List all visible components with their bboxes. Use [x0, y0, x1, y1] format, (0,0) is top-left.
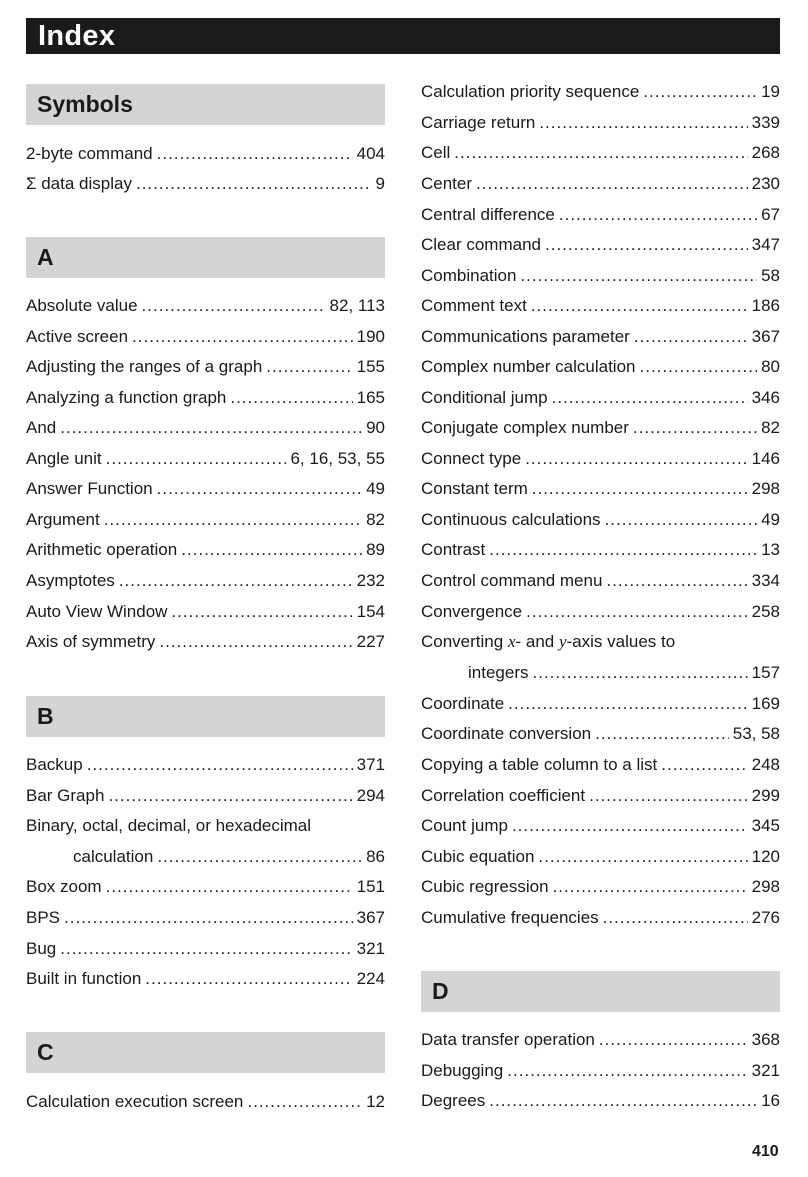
entry-page: 190 [356, 327, 385, 346]
entry-term: Answer Function [26, 479, 153, 498]
entry-term: Σ data display [26, 174, 132, 193]
entry-page: 321 [356, 939, 385, 958]
entry-term: Cell [421, 143, 451, 162]
entry-page: 89 [366, 540, 385, 559]
leader-dots [157, 846, 362, 868]
entry-term: BPS [26, 908, 61, 927]
entry-page: 276 [751, 908, 780, 927]
entry-term [421, 631, 675, 653]
index-entry [26, 417, 385, 439]
index-entry [421, 142, 780, 164]
leader-dots [634, 326, 748, 348]
index-entry [421, 204, 780, 226]
entry-term: Arithmetic operation [26, 540, 178, 559]
entry-page: 16 [761, 1091, 780, 1110]
leader-dots [643, 81, 757, 103]
entry-term: And [26, 418, 57, 437]
index-entry [421, 570, 780, 592]
index-entry [421, 478, 780, 500]
leader-dots [157, 143, 353, 165]
entry-term: Comment text [421, 296, 527, 315]
entry-page: 90 [366, 418, 385, 437]
index-entry [421, 509, 780, 531]
index-entry [421, 539, 780, 561]
index-entry [421, 387, 780, 409]
index-entry [421, 265, 780, 287]
index-entry [421, 662, 780, 684]
entry-term: Coordinate conversion [421, 724, 592, 743]
entry-term: Carriage return [421, 113, 536, 132]
page-number: 410 [752, 1143, 779, 1160]
entry-term: Clear command [421, 235, 541, 254]
index-entry [26, 846, 385, 868]
entry-page: 347 [751, 235, 780, 254]
entry-page: 367 [356, 908, 385, 927]
entry-page: 294 [356, 786, 385, 805]
leader-dots [142, 295, 326, 317]
leader-dots [136, 173, 372, 195]
index-entry [26, 876, 385, 898]
entry-term: Bug [26, 939, 57, 958]
leader-dots [606, 570, 747, 592]
index-entry [26, 356, 385, 378]
index-entry [421, 326, 780, 348]
index-entry [421, 723, 780, 745]
entry-page: 19 [761, 82, 780, 101]
entry-term: Analyzing a function graph [26, 388, 227, 407]
leader-dots [661, 754, 747, 776]
entry-term: Box zoom [26, 877, 102, 896]
section-header-b [26, 696, 385, 737]
leader-dots [119, 570, 353, 592]
entry-term: Center [421, 174, 473, 193]
leader-dots [539, 112, 747, 134]
entry-term-italic: x [507, 632, 516, 651]
entry-term-part: -axis values to [566, 632, 676, 651]
leader-dots [247, 1091, 362, 1113]
entry-term: Data transfer operation [421, 1030, 595, 1049]
leader-dots [108, 785, 352, 807]
index-entry [26, 295, 385, 317]
leader-dots [106, 448, 287, 470]
entry-term: Conditional jump [421, 388, 548, 407]
leader-dots [171, 601, 352, 623]
leader-dots [87, 754, 353, 776]
leader-dots [508, 693, 747, 715]
entry-term: integers [468, 663, 529, 682]
leader-dots [605, 509, 758, 531]
entry-page: 299 [751, 786, 780, 805]
leader-dots [531, 295, 748, 317]
section-heading: Symbols [37, 91, 133, 117]
entry-page: 298 [751, 479, 780, 498]
index-entry [421, 907, 780, 929]
index-entry [421, 1060, 780, 1082]
index-entry [421, 295, 780, 317]
index-entry [421, 785, 780, 807]
entry-term: Communications parameter [421, 327, 630, 346]
index-entry [26, 968, 385, 990]
entry-page: 371 [356, 755, 385, 774]
entry-term: Angle unit [26, 449, 102, 468]
entry-page: 6, 16, 53, 55 [290, 449, 385, 468]
index-entry [421, 1029, 780, 1051]
leader-dots [520, 265, 757, 287]
entry-page: 186 [751, 296, 780, 315]
leader-dots [106, 876, 353, 898]
entry-term: Copying a table column to a list [421, 755, 658, 774]
entry-page: 165 [356, 388, 385, 407]
index-entry [26, 448, 385, 470]
section-header-a [26, 237, 385, 278]
leader-dots [104, 509, 362, 531]
entry-page: 154 [356, 602, 385, 621]
index-entry [421, 876, 780, 898]
entry-page: 345 [751, 816, 780, 835]
entry-page: 368 [751, 1030, 780, 1049]
entry-page: 9 [375, 174, 385, 193]
leader-dots [157, 478, 362, 500]
leader-dots [532, 662, 747, 684]
entry-page: 248 [751, 755, 780, 774]
index-title-bar [26, 18, 780, 54]
entry-page: 49 [761, 510, 780, 529]
entry-page: 13 [761, 540, 780, 559]
index-entry [26, 631, 385, 653]
entry-term: Count jump [421, 816, 508, 835]
entry-term: Complex number calculation [421, 357, 636, 376]
index-entry [421, 846, 780, 868]
entry-term: Contrast [421, 540, 486, 559]
leader-dots [454, 142, 747, 164]
entry-term: Central difference [421, 205, 555, 224]
leader-dots [532, 478, 748, 500]
entry-term: calculation [73, 847, 154, 866]
leader-dots [545, 234, 748, 256]
entry-term: Control command menu [421, 571, 603, 590]
entry-term: Connect type [421, 449, 522, 468]
entry-term: Coordinate [421, 694, 505, 713]
entry-term: Built in function [26, 969, 142, 988]
entry-page: 268 [751, 143, 780, 162]
leader-dots [633, 417, 757, 439]
entry-page: 258 [751, 602, 780, 621]
leader-dots [553, 876, 748, 898]
section-heading: D [432, 978, 449, 1004]
index-entry [421, 448, 780, 470]
leader-dots [507, 1060, 747, 1082]
entry-page: 334 [751, 571, 780, 590]
entry-page: 151 [356, 877, 385, 896]
entry-term: 2-byte command [26, 144, 153, 163]
entry-term: Cubic regression [421, 877, 549, 896]
index-entry [421, 815, 780, 837]
index-entry [26, 1091, 385, 1113]
leader-dots [595, 723, 729, 745]
entry-term: Constant term [421, 479, 528, 498]
leader-dots [64, 907, 353, 929]
section-header-c [26, 1032, 385, 1073]
index-entry [26, 601, 385, 623]
index-entry [421, 417, 780, 439]
entry-page: 155 [356, 357, 385, 376]
entry-term: Conjugate complex number [421, 418, 629, 437]
index-entry [26, 326, 385, 348]
index-entry [26, 387, 385, 409]
entry-term: Cumulative frequencies [421, 908, 599, 927]
entry-page: 298 [751, 877, 780, 896]
index-entry [26, 478, 385, 500]
entry-term: Asymptotes [26, 571, 115, 590]
index-entry [26, 539, 385, 561]
entry-page: 169 [751, 694, 780, 713]
entry-page: 346 [751, 388, 780, 407]
entry-term-part: - and [515, 632, 559, 651]
leader-dots [489, 539, 757, 561]
index-entry [26, 907, 385, 929]
entry-page: 67 [761, 205, 780, 224]
index-entry [26, 815, 385, 837]
entry-term-italic: y [558, 632, 567, 651]
section-header-symbols [26, 84, 385, 125]
entry-page: 80 [761, 357, 780, 376]
entry-page: 339 [751, 113, 780, 132]
leader-dots [181, 539, 362, 561]
entry-term: Degrees [421, 1091, 486, 1110]
entry-term: Absolute value [26, 296, 138, 315]
entry-page: 367 [751, 327, 780, 346]
entry-page: 232 [356, 571, 385, 590]
leader-dots [159, 631, 352, 653]
leader-dots [266, 356, 352, 378]
index-entry [26, 754, 385, 776]
entry-term-part: Converting [421, 632, 508, 651]
index-entry [26, 143, 385, 165]
entry-term: Debugging [421, 1061, 504, 1080]
leader-dots [640, 356, 758, 378]
index-entry [421, 173, 780, 195]
entry-term: Convergence [421, 602, 523, 621]
leader-dots [589, 785, 748, 807]
entry-page: 227 [356, 632, 385, 651]
entry-term: Axis of symmetry [26, 632, 156, 651]
index-entry [421, 754, 780, 776]
entry-term: Combination [421, 266, 517, 285]
entry-page: 86 [366, 847, 385, 866]
leader-dots [60, 938, 352, 960]
entry-page: 146 [751, 449, 780, 468]
index-entry [26, 938, 385, 960]
entry-page: 404 [356, 144, 385, 163]
index-entry [421, 112, 780, 134]
entry-page: 157 [751, 663, 780, 682]
entry-term: Auto View Window [26, 602, 168, 621]
entry-term: Adjusting the ranges of a graph [26, 357, 263, 376]
index-entry [26, 570, 385, 592]
entry-page: 49 [366, 479, 385, 498]
index-entry [26, 785, 385, 807]
leader-dots [525, 448, 747, 470]
entry-term: Binary, octal, decimal, or hexadecimal [26, 816, 312, 835]
entry-term: Calculation execution screen [26, 1092, 244, 1111]
section-heading: B [37, 703, 54, 729]
leader-dots [476, 173, 748, 195]
leader-dots [489, 1090, 757, 1112]
leader-dots [599, 1029, 748, 1051]
leader-dots [132, 326, 353, 348]
index-entry [421, 81, 780, 103]
entry-page: 58 [761, 266, 780, 285]
leader-dots [230, 387, 352, 409]
leader-dots [603, 907, 748, 929]
index-entry [421, 601, 780, 623]
entry-page: 321 [751, 1061, 780, 1080]
page-title: Index [38, 20, 116, 52]
index-entry [26, 173, 385, 195]
leader-dots [512, 815, 748, 837]
leader-dots [526, 601, 748, 623]
index-entry [421, 693, 780, 715]
leader-dots [552, 387, 748, 409]
leader-dots [145, 968, 352, 990]
index-entry [421, 1090, 780, 1112]
entry-page: 224 [356, 969, 385, 988]
entry-page: 82 [761, 418, 780, 437]
index-entry [421, 356, 780, 378]
index-entry [421, 631, 780, 653]
entry-page: 230 [751, 174, 780, 193]
entry-term: Backup [26, 755, 83, 774]
entry-page: 82 [366, 510, 385, 529]
leader-dots [559, 204, 757, 226]
leader-dots [538, 846, 747, 868]
index-entry [26, 509, 385, 531]
entry-term: Argument [26, 510, 100, 529]
section-heading: C [37, 1039, 54, 1065]
entry-term: Cubic equation [421, 847, 535, 866]
index-entry [421, 234, 780, 256]
entry-term: Bar Graph [26, 786, 105, 805]
section-heading: A [37, 244, 54, 270]
leader-dots [60, 417, 362, 439]
section-header-d [421, 971, 780, 1012]
entry-term: Continuous calculations [421, 510, 601, 529]
entry-term: Active screen [26, 327, 129, 346]
entry-term: Calculation priority sequence [421, 82, 640, 101]
entry-page: 120 [751, 847, 780, 866]
entry-page: 53, 58 [732, 724, 780, 743]
entry-page: 82, 113 [329, 296, 385, 315]
entry-page: 12 [366, 1092, 385, 1111]
entry-term: Correlation coefficient [421, 786, 586, 805]
